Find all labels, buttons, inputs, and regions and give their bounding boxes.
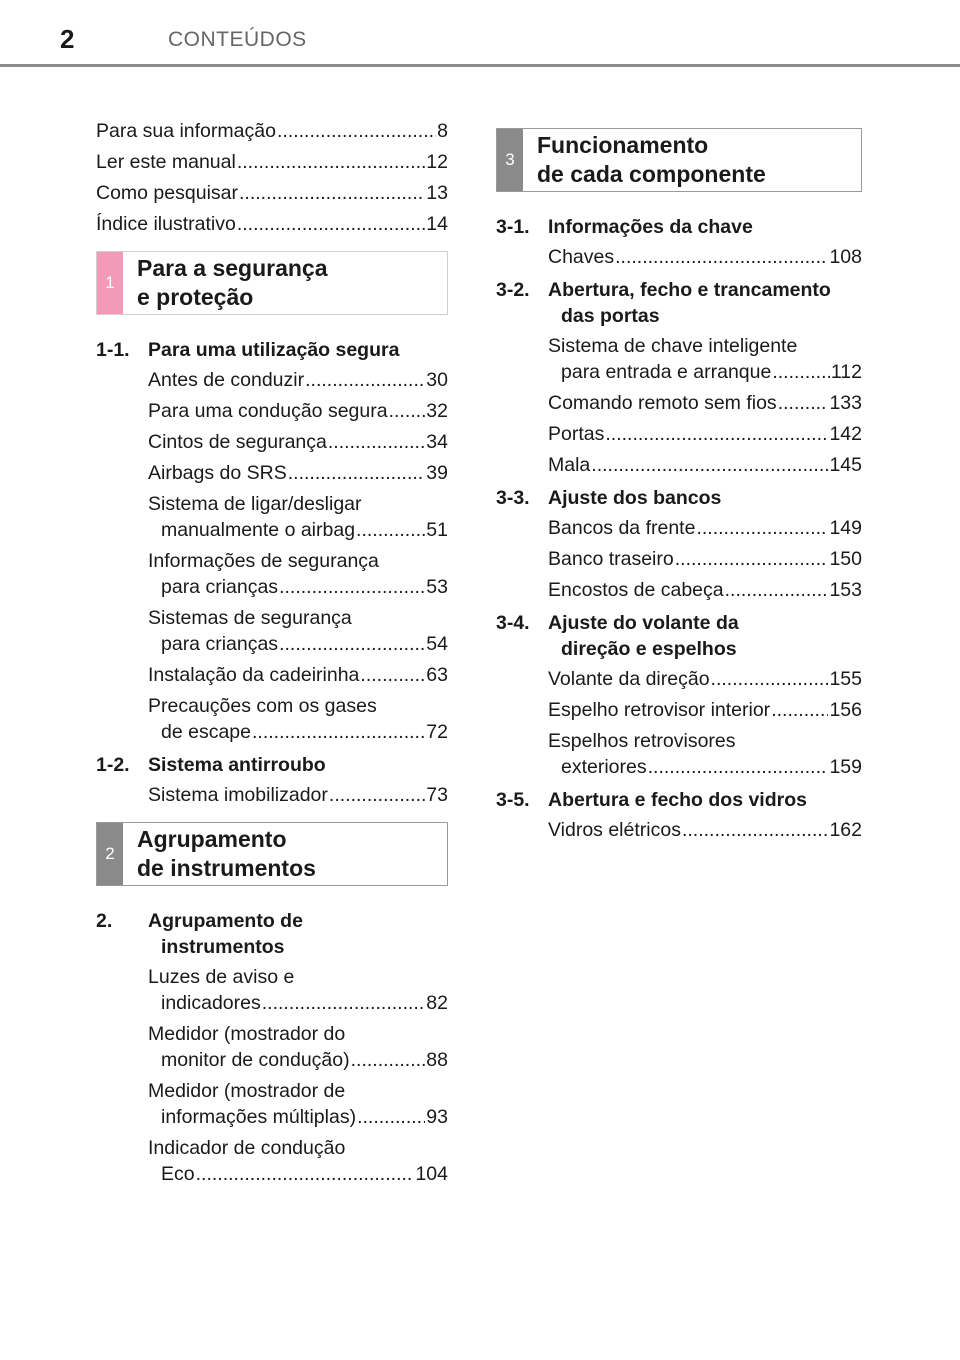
subsection-3-3[interactable] xyxy=(496,485,862,511)
toc-entry-page: 159 xyxy=(829,756,862,778)
left-column xyxy=(96,118,448,1192)
subsection-title: Informações da chave xyxy=(548,216,753,238)
header-rule xyxy=(0,64,960,67)
section-number-tab: 3 xyxy=(497,129,523,191)
toc-entry[interactable] xyxy=(496,452,862,478)
toc-entry-page: 88 xyxy=(426,1049,448,1071)
toc-entry[interactable] xyxy=(496,817,862,843)
toc-entry-title: Vidros elétricos xyxy=(548,819,681,841)
leader-dots xyxy=(279,574,425,600)
toc-entry-page: 32 xyxy=(426,400,448,422)
leader-dots xyxy=(778,390,829,416)
toc-entry-title-line1: Sistemas de segurança xyxy=(148,607,352,629)
toc-entry-title: Encostos de cabeça xyxy=(548,579,724,601)
toc-entry-page: 108 xyxy=(829,246,862,268)
subsection-title-line2: direção e espelhos xyxy=(561,638,737,660)
toc-entry-para-sua-informacao[interactable] xyxy=(96,118,448,144)
leader-dots xyxy=(279,631,425,657)
leader-dots xyxy=(772,359,830,385)
toc-entry[interactable] xyxy=(496,515,862,541)
toc-entry-page: 162 xyxy=(829,819,862,841)
subsection-title-line1: Abertura, fecho e trancamento xyxy=(548,279,831,301)
subsection-2[interactable] xyxy=(96,908,448,960)
section-number-tab: 2 xyxy=(97,823,123,885)
toc-entry-title: Comando remoto sem fios xyxy=(548,392,777,414)
toc-entry-title: Banco traseiro xyxy=(548,548,674,570)
toc-entry-title: Airbags do SRS xyxy=(148,462,287,484)
leader-dots xyxy=(389,398,426,424)
toc-entry[interactable] xyxy=(96,460,448,486)
toc-entry-title: Para uma condução segura xyxy=(148,400,388,422)
leader-dots xyxy=(237,211,425,237)
toc-entry-title: Como pesquisar xyxy=(96,182,238,204)
section-title-line1: Agrupamento xyxy=(137,826,287,852)
subsection-title-line1: Ajuste do volante da xyxy=(548,612,739,634)
toc-entry-title-line2: monitor de condução) xyxy=(161,1049,350,1071)
toc-entry[interactable] xyxy=(96,1135,448,1187)
subsection-title xyxy=(548,610,862,662)
leader-dots xyxy=(262,990,426,1016)
leader-dots xyxy=(711,666,829,692)
toc-entry[interactable] xyxy=(96,605,448,657)
toc-entry[interactable] xyxy=(96,964,448,1016)
leader-dots xyxy=(196,1161,415,1187)
toc-entry-indice-ilustrativo[interactable] xyxy=(96,211,448,237)
toc-entry[interactable] xyxy=(96,1021,448,1073)
leader-dots xyxy=(288,460,426,486)
toc-entry-page: 14 xyxy=(426,213,448,235)
leader-dots xyxy=(328,429,425,455)
toc-entry[interactable] xyxy=(496,728,862,780)
toc-entry[interactable] xyxy=(96,693,448,745)
subsection-title-line2: instrumentos xyxy=(161,936,285,958)
toc-entry[interactable] xyxy=(496,697,862,723)
subsection-number: 2. xyxy=(96,910,113,932)
leader-dots xyxy=(237,149,425,175)
toc-entry-page: 12 xyxy=(426,151,448,173)
toc-entry[interactable] xyxy=(496,666,862,692)
subsection-title-line2: das portas xyxy=(561,305,660,327)
subsection-title xyxy=(548,277,862,329)
toc-entry-title-line2: para crianças xyxy=(161,633,279,655)
toc-entry-title-line1: Medidor (mostrador de xyxy=(148,1080,346,1102)
subsection-title xyxy=(148,908,448,960)
toc-entry-title: Índice ilustrativo xyxy=(96,213,236,235)
section-title xyxy=(123,252,328,314)
toc-entry-page: 39 xyxy=(426,462,448,484)
section-number-tab: 1 xyxy=(97,252,123,314)
toc-entry-page: 149 xyxy=(829,517,862,539)
toc-entry-title: Espelho retrovisor interior xyxy=(548,699,771,721)
toc-entry-title: Sistema imobilizador xyxy=(148,784,328,806)
toc-entry-page: 53 xyxy=(426,576,448,598)
toc-entry[interactable] xyxy=(96,491,448,543)
toc-entry-page: 63 xyxy=(426,664,448,686)
section-header-3[interactable] xyxy=(496,128,862,192)
subsection-number: 3-3. xyxy=(496,487,530,509)
subsection-number: 3-5. xyxy=(496,789,530,811)
toc-entry[interactable] xyxy=(496,421,862,447)
toc-entry-title-line2: para crianças xyxy=(161,576,279,598)
toc-entry-title: Ler este manual xyxy=(96,151,236,173)
toc-entry-como-pesquisar[interactable] xyxy=(96,180,448,206)
section-title-line1: Para a segurança xyxy=(137,255,328,281)
toc-entry[interactable] xyxy=(496,333,862,385)
subsection-number: 3-4. xyxy=(496,612,530,634)
section-header-1[interactable] xyxy=(96,251,448,315)
section-header-2[interactable] xyxy=(96,822,448,886)
toc-entry-title: Bancos da frente xyxy=(548,517,696,539)
toc-entry-title-line1: Sistema de chave inteligente xyxy=(548,335,798,357)
right-column xyxy=(496,118,862,848)
leader-dots xyxy=(356,517,425,543)
toc-entry-title: Volante da direção xyxy=(548,668,710,690)
toc-entry-title-line2: exteriores xyxy=(561,756,647,778)
subsection-title: Sistema antirroubo xyxy=(148,754,326,776)
leader-dots xyxy=(682,817,829,843)
section-title-line2: de cada componente xyxy=(537,161,766,187)
toc-entry-title-line1: Espelhos retrovisores xyxy=(548,730,736,752)
toc-entry-page: 150 xyxy=(829,548,862,570)
subsection-1-2[interactable] xyxy=(96,752,448,778)
leader-dots xyxy=(605,421,828,447)
toc-entry-page: 72 xyxy=(426,721,448,743)
leader-dots xyxy=(771,697,828,723)
toc-entry[interactable] xyxy=(96,367,448,393)
toc-entry-page: 142 xyxy=(829,423,862,445)
subsection-number: 3-1. xyxy=(496,216,530,238)
toc-entry-title-line1: Precauções com os gases xyxy=(148,695,377,717)
toc-entry-ler-este-manual[interactable] xyxy=(96,149,448,175)
toc-entry-page: 93 xyxy=(426,1106,448,1128)
leader-dots xyxy=(360,662,425,688)
page-number: 2 xyxy=(60,24,75,54)
toc-entry-page: 13 xyxy=(426,182,448,204)
toc-entry-title-line2: Eco xyxy=(161,1163,195,1185)
toc-entry-title-line2: para entrada e arranque xyxy=(561,361,772,383)
toc-entry-page: 153 xyxy=(829,579,862,601)
subsection-title: Ajuste dos bancos xyxy=(548,487,722,509)
toc-entry-page: 51 xyxy=(426,519,448,541)
toc-entry-page: 133 xyxy=(829,392,862,414)
toc-entry-title: Cintos de segurança xyxy=(148,431,327,453)
toc-entry-title: Chaves xyxy=(548,246,615,268)
toc-entry-title: Para sua informação xyxy=(96,120,276,142)
toc-entry-title-line1: Luzes de aviso e xyxy=(148,966,295,988)
subsection-title-line1: Agrupamento de xyxy=(148,910,303,932)
toc-entry-title-line1: Medidor (mostrador do xyxy=(148,1023,346,1045)
toc-entry-title-line2: informações múltiplas) xyxy=(161,1106,357,1128)
toc-entry[interactable] xyxy=(496,577,862,603)
page-heading: CONTEÚDOS xyxy=(168,28,307,51)
toc-entry[interactable] xyxy=(96,1078,448,1130)
toc-entry-page: 145 xyxy=(829,454,862,476)
toc-entry[interactable] xyxy=(96,429,448,455)
toc-entry-title-line2: manualmente o airbag xyxy=(161,519,356,541)
leader-dots xyxy=(305,367,425,393)
subsection-3-5[interactable] xyxy=(496,787,862,813)
subsection-3-1[interactable] xyxy=(496,214,862,240)
leader-dots xyxy=(357,1104,425,1130)
subsection-number: 3-2. xyxy=(496,279,530,301)
toc-entry-page: 156 xyxy=(829,699,862,721)
toc-entry-title-line2: de escape xyxy=(161,721,251,743)
toc-entry[interactable] xyxy=(96,398,448,424)
toc-entry-page: 8 xyxy=(437,120,448,142)
subsection-1-1[interactable] xyxy=(96,337,448,363)
toc-entry[interactable] xyxy=(496,244,862,270)
subsection-3-2[interactable] xyxy=(496,277,862,329)
leader-dots xyxy=(615,244,828,270)
toc-entry-page: 82 xyxy=(426,992,448,1014)
leader-dots xyxy=(648,754,829,780)
leader-dots xyxy=(329,782,425,808)
toc-entry[interactable] xyxy=(96,662,448,688)
toc-entry-title: Instalação da cadeirinha xyxy=(148,664,360,686)
toc-entry[interactable] xyxy=(496,390,862,416)
toc-entry-title-line2: indicadores xyxy=(161,992,261,1014)
toc-entry-page: 73 xyxy=(426,784,448,806)
leader-dots xyxy=(351,1047,426,1073)
subsection-title: Para uma utilização segura xyxy=(148,339,400,361)
toc-entry-page: 112 xyxy=(830,361,862,383)
toc-entry-page: 34 xyxy=(426,431,448,453)
leader-dots xyxy=(675,546,829,572)
toc-entry-page: 155 xyxy=(829,668,862,690)
toc-entry-title: Antes de conduzir xyxy=(148,369,305,391)
leader-dots xyxy=(239,180,425,206)
toc-entry-page: 30 xyxy=(426,369,448,391)
toc-entry-title: Portas xyxy=(548,423,605,445)
toc-entry-page: 104 xyxy=(415,1163,448,1185)
toc-entry-title-line1: Indicador de condução xyxy=(148,1137,346,1159)
toc-entry[interactable] xyxy=(496,546,862,572)
section-title-line1: Funcionamento xyxy=(537,132,709,158)
section-title xyxy=(523,129,766,191)
toc-entry[interactable] xyxy=(96,548,448,600)
toc-entry-page: 54 xyxy=(426,633,448,655)
leader-dots xyxy=(277,118,436,144)
leader-dots xyxy=(696,515,828,541)
toc-entry[interactable] xyxy=(96,782,448,808)
leader-dots xyxy=(591,452,828,478)
toc-entry-title-line1: Sistema de ligar/desligar xyxy=(148,493,362,515)
subsection-title: Abertura e fecho dos vidros xyxy=(548,789,807,811)
subsection-3-4[interactable] xyxy=(496,610,862,662)
subsection-number: 1-1. xyxy=(96,339,130,361)
toc-entry-title-line1: Informações de segurança xyxy=(148,550,379,572)
leader-dots xyxy=(252,719,425,745)
section-title xyxy=(123,823,316,885)
leader-dots xyxy=(725,577,829,603)
subsection-number: 1-2. xyxy=(96,754,130,776)
section-title-line2: e proteção xyxy=(137,284,254,310)
toc-entry-title: Mala xyxy=(548,454,591,476)
section-title-line2: de instrumentos xyxy=(137,855,316,881)
